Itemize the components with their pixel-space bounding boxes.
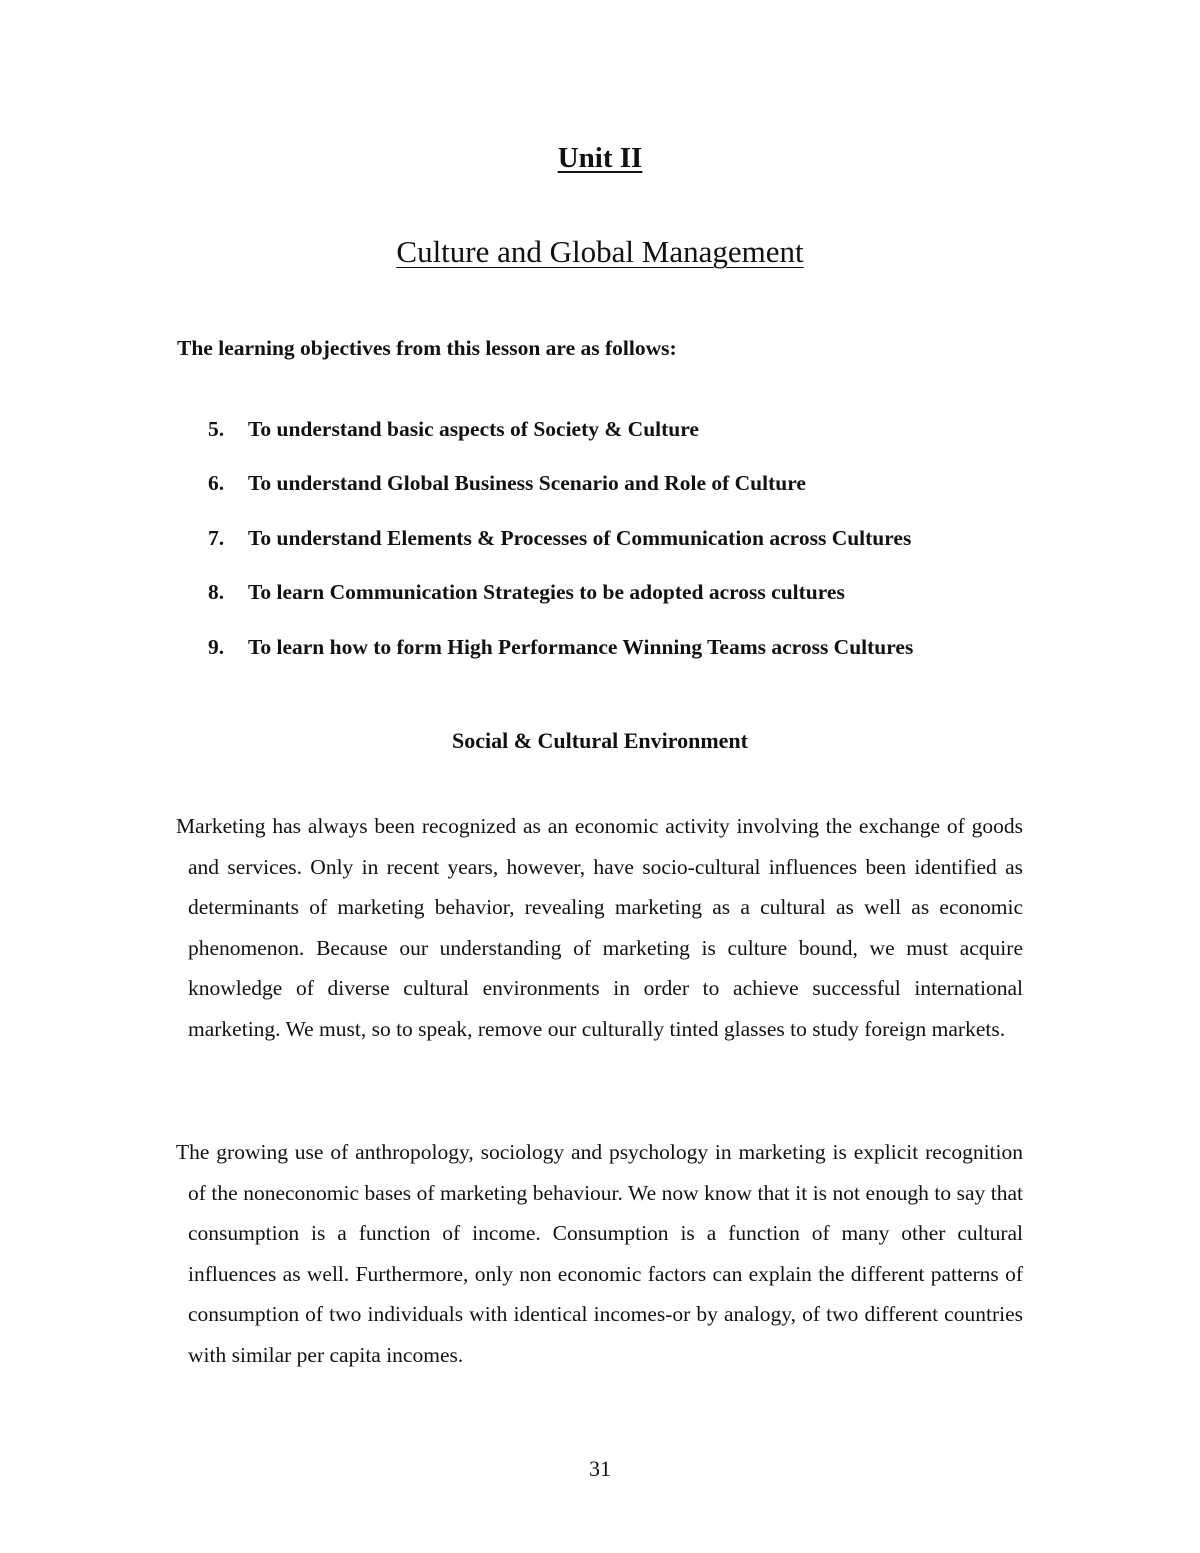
unit-title: Unit II	[557, 142, 643, 174]
objective-number: 5.	[208, 417, 225, 441]
objective-text: To understand Global Business Scenario and Role of Culture	[248, 471, 806, 496]
chapter-title: Culture and Global Management	[396, 234, 804, 269]
objective-number: 6.	[208, 471, 225, 496]
objective-number: 7.	[208, 525, 225, 550]
objectives-list	[208, 414, 913, 686]
section-heading: Social & Cultural Environment	[451, 728, 748, 753]
objective-text: To understand Elements & Processes of Communication across Cultures	[248, 525, 912, 550]
objective-item	[208, 523, 913, 577]
objectives-intro: The learning objectives from this lesson are as follows:	[177, 336, 677, 360]
objective-item	[208, 577, 913, 631]
objective-number: 9.	[208, 634, 225, 659]
objective-number: 8.	[208, 580, 225, 605]
objective-item	[208, 632, 913, 686]
objective-text: To learn how to form High Performance Winning Teams across Cultures	[248, 634, 914, 659]
objective-item	[208, 468, 913, 522]
objective-item	[208, 414, 913, 468]
objective-text: To understand basic aspects of Society & Culture	[248, 417, 699, 441]
page-number: 31	[589, 1456, 611, 1481]
objective-text: To learn Communication Strategies to be adopted across cultures	[248, 580, 845, 605]
body-paragraph: Marketing has always been recognized as an economic activity involving the exchange of goods and services. Only in recent years, however, have socio-cultural influences been identified as determinants of marketing behavior, revealing marketing as a cultural as well as economic phenomenon. Because our understanding of marketing is culture bound, we must acquire knowledge of diverse cultural environments in order to achieve successful international marketing. We must, so to speak, remove our culturally tinted glasses to study foreign markets.	[176, 814, 1023, 1041]
body-paragraph: The growing use of anthropology, sociology and psychology in marketing is explicit recognition of the noneconomic bases of marketing behaviour. We now know that it is not enough to say that consumption is a function of income. Consumption is a function of many other cultural influences as well. Furthermore, only non economic factors can explain the different patterns of consumption of two individuals with identical incomes-or by analogy, of two different countries with similar per capita incomes.	[176, 1140, 1023, 1367]
